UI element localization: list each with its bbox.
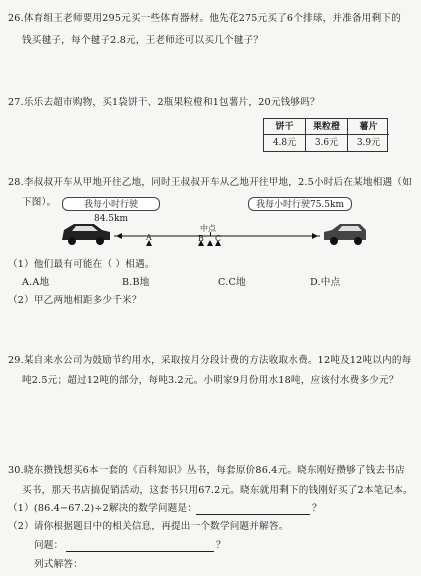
midpoint-label: 中点 xyxy=(200,224,216,233)
table-header-biscuit: 饼干 xyxy=(264,119,306,135)
point-b-marker xyxy=(198,240,204,246)
q30-question-label: 问题： xyxy=(34,540,64,551)
q28-option-a: A.A地 xyxy=(22,277,50,288)
q30-line2: 买书，那天书店搞促销活动，这套书只用67.2元。晓东就用剩下的钱刚好买了2本笔记本。 xyxy=(22,485,413,496)
q28-line2: 下图）。 xyxy=(22,197,57,208)
q30-question-end: ？ xyxy=(216,540,226,551)
q30-sub2: （2）请你根据题目中的相关信息，再提出一个数学问题并解答。 xyxy=(8,521,289,532)
q28-option-d: D.中点 xyxy=(310,277,341,288)
speech-bubble-right: 我每小时行驶75.5km xyxy=(248,197,352,211)
point-c-marker xyxy=(215,240,221,246)
midpoint-marker xyxy=(210,232,212,236)
q29-line2: 吨2.5元；超过12吨的部分，每吨3.2元。小明家9月份用水18吨，应该付水费多少元？ xyxy=(22,375,399,386)
q30-line1: 30.晓东攒钱想买6本一套的《百科知识》丛书，每套原价86.4元。晓东刚好攒够了钱去书店 xyxy=(8,465,405,476)
q28-option-c: C.C地 xyxy=(218,277,246,288)
table-price-biscuit: 4.8元 xyxy=(264,135,306,151)
q30-question-blank[interactable] xyxy=(66,551,214,552)
car-left-icon xyxy=(62,224,110,245)
q30-sub1: （1）(86.4−67.2)÷2解决的数学问题是： xyxy=(8,503,198,514)
car-right-icon xyxy=(324,224,366,245)
q26-line2: 钱买毽子，每个毽子2.8元，王老师还可以买几个毽子？ xyxy=(22,35,264,46)
table-price-chips: 3.9元 xyxy=(356,138,381,148)
price-table xyxy=(263,118,388,152)
point-a-marker xyxy=(146,240,152,246)
q28-line1: 28.李叔叔开车从甲地开往乙地，同时王叔叔开车从乙地开往甲地，2.5小时后在某地相遇（如 xyxy=(8,177,412,188)
q28-option-b: B.B地 xyxy=(122,277,150,288)
speech-bubble-left: 我每小时行驶84.5km xyxy=(62,197,160,211)
point-b-label: B xyxy=(198,234,204,243)
table-header-chips: 薯片 xyxy=(348,119,389,135)
point-c-label: C xyxy=(215,234,222,243)
table-price-juice: 3.6元 xyxy=(306,135,348,151)
q28-sub2: （2）甲乙两地相距多少千米？ xyxy=(8,295,142,306)
q30-sub1-answer-blank[interactable] xyxy=(196,514,310,515)
q30-answer-label: 列式解答： xyxy=(34,559,83,570)
q26-line1: 26.体育组王老师要用295元买一些体育器材。他先花275元买了6个排球，并准备用剩下的 xyxy=(8,13,401,24)
midpoint-triangle xyxy=(207,240,213,246)
table-header-juice: 果粒橙 xyxy=(306,119,348,135)
point-a-label: A xyxy=(146,233,152,242)
q28-sub1: （1）他们最有可能在（ ）相遇。 xyxy=(8,259,155,270)
q29-line1: 29.某自来水公司为鼓励节约用水，采取按月分段计费的方法收取水费。12吨及12吨以内的每 xyxy=(8,355,412,366)
q30-sub1-end: ？ xyxy=(312,503,322,514)
q27-line1: 27.乐乐去超市购物，买1袋饼干、2瓶果粒橙和1包薯片，20元钱够吗？ xyxy=(8,97,320,108)
